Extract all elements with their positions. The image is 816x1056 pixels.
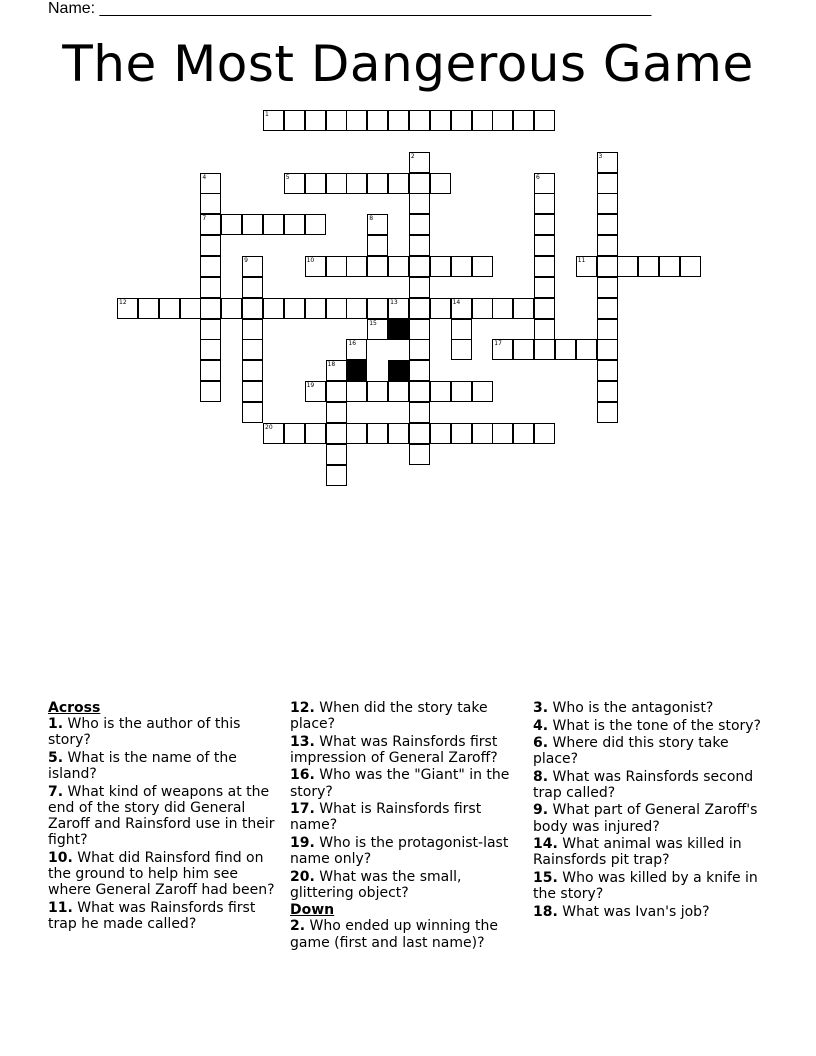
grid-cell[interactable] — [200, 339, 221, 360]
grid-cell[interactable] — [346, 298, 367, 319]
grid-cell[interactable] — [346, 110, 367, 131]
grid-cell[interactable] — [284, 298, 305, 319]
clue-item-text: What was the small, glittering object? — [290, 868, 462, 901]
clue-item-text: Who was killed by a knife in the story? — [533, 869, 758, 903]
grid-cell[interactable] — [555, 339, 576, 360]
clue-item-text: What part of General Zaroff's body was injured? — [533, 802, 758, 835]
clue-number: 17 — [494, 340, 502, 348]
grid-cell[interactable] — [409, 298, 430, 319]
clues-column-1 — [48, 700, 280, 933]
grid-cell[interactable] — [513, 423, 534, 444]
clue-item-number: 13. — [290, 733, 315, 750]
grid-cell[interactable] — [326, 444, 347, 465]
grid-cell[interactable] — [451, 319, 472, 340]
grid-cell[interactable] — [305, 173, 326, 194]
grid-cell[interactable] — [597, 298, 618, 319]
grid-cell[interactable] — [200, 319, 221, 340]
grid-cell[interactable] — [326, 465, 347, 486]
grid-cell[interactable] — [638, 256, 659, 277]
grid-cell[interactable] — [284, 110, 305, 131]
grid-cell[interactable] — [597, 381, 618, 402]
clue-number: 2 — [410, 152, 415, 160]
grid-cell[interactable] — [367, 319, 388, 340]
clue-item-text: Who was the "Giant" in the story? — [290, 767, 510, 800]
grid-cell[interactable] — [326, 256, 347, 277]
clue-number: 11 — [577, 257, 586, 264]
grid-cell[interactable] — [326, 360, 347, 381]
grid-cell[interactable] — [326, 402, 347, 423]
clue-item-number: 3. — [533, 700, 549, 716]
grid-cell[interactable] — [430, 298, 451, 319]
clue-item — [290, 734, 522, 766]
grid-cell[interactable] — [597, 173, 618, 194]
grid-cell[interactable] — [576, 256, 597, 277]
clue-item-text: What is Rainsfords first name? — [290, 801, 482, 834]
grid-cell[interactable] — [534, 193, 555, 214]
grid-cell[interactable] — [367, 423, 388, 444]
grid-cell[interactable] — [346, 339, 367, 360]
grid-cell[interactable] — [367, 214, 388, 235]
grid-cell[interactable] — [263, 110, 284, 131]
grid-cell[interactable] — [117, 298, 138, 319]
grid-cell[interactable] — [326, 381, 347, 402]
grid-cell[interactable] — [284, 214, 305, 235]
clue-item — [533, 718, 765, 734]
clue-number: 16 — [348, 340, 357, 348]
clue-item — [48, 750, 280, 782]
grid-cell[interactable] — [597, 256, 618, 277]
grid-cell[interactable] — [430, 423, 451, 444]
grid-cell[interactable] — [409, 381, 430, 402]
clue-number: 18 — [327, 361, 336, 369]
grid-cell[interactable] — [534, 298, 555, 319]
clue-item — [533, 769, 765, 801]
clue-item-number: 15. — [533, 869, 558, 886]
grid-cell[interactable] — [242, 298, 263, 319]
clue-item-text: Who is the protagonist-last name only? — [290, 834, 509, 868]
clue-item-text: Where did this story take place? — [533, 735, 729, 768]
grid-cell[interactable] — [200, 193, 221, 214]
grid-cell[interactable] — [597, 277, 618, 298]
clue-item-number: 10. — [48, 849, 73, 866]
clue-item-text: What animal was killed in Rainsfords pit trap? — [533, 836, 742, 869]
clue-item — [290, 767, 522, 799]
grid-cell[interactable] — [472, 423, 493, 444]
clue-item-number: 8. — [533, 768, 549, 785]
clue-item — [290, 869, 522, 901]
grid-cell[interactable] — [409, 360, 430, 381]
grid-cell[interactable] — [534, 319, 555, 340]
clue-item-text: What was Ivan's job? — [557, 903, 710, 920]
grid-cell[interactable] — [263, 423, 284, 444]
grid-cell[interactable] — [180, 298, 201, 319]
grid-cell[interactable] — [597, 193, 618, 214]
grid-cell[interactable] — [472, 256, 493, 277]
clues-column-2 — [290, 700, 522, 952]
grid-cell[interactable] — [576, 339, 597, 360]
clue-item-number: 14. — [533, 836, 558, 853]
grid-cell[interactable] — [534, 339, 555, 360]
clue-item — [48, 784, 280, 849]
grid-cell[interactable] — [409, 193, 430, 214]
clue-item — [290, 835, 522, 867]
clue-item-text: When did the story take place? — [290, 700, 488, 733]
grid-cell[interactable] — [326, 423, 347, 444]
grid-cell[interactable] — [472, 110, 493, 131]
grid-cell[interactable] — [326, 298, 347, 319]
grid-cell[interactable] — [200, 256, 221, 277]
grid-cell[interactable] — [597, 360, 618, 381]
grid-cell[interactable] — [534, 235, 555, 256]
grid-cell[interactable] — [200, 214, 221, 235]
clue-item-number: 12. — [290, 700, 315, 716]
grid-block-cell — [388, 360, 409, 381]
clue-item-number: 2. — [290, 918, 306, 935]
clue-number: 4 — [202, 173, 207, 181]
grid-cell[interactable] — [597, 235, 618, 256]
clue-item-text: Who is the author of this story? — [48, 716, 241, 749]
grid-cell[interactable] — [472, 298, 493, 319]
grid-cell[interactable] — [659, 256, 680, 277]
grid-cell[interactable] — [409, 319, 430, 340]
grid-cell[interactable] — [242, 214, 263, 235]
grid-cell[interactable] — [597, 152, 618, 173]
grid-cell[interactable] — [326, 110, 347, 131]
grid-cell[interactable] — [346, 423, 367, 444]
grid-cell[interactable] — [242, 277, 263, 298]
grid-cell[interactable] — [597, 319, 618, 340]
grid-cell[interactable] — [597, 339, 618, 360]
grid-cell[interactable] — [388, 298, 409, 319]
grid-cell[interactable] — [367, 298, 388, 319]
grid-cell[interactable] — [430, 381, 451, 402]
grid-cell[interactable] — [409, 444, 430, 465]
grid-cell[interactable] — [513, 339, 534, 360]
grid-cell[interactable] — [409, 256, 430, 277]
grid-cell[interactable] — [367, 173, 388, 194]
clue-number: 8 — [369, 215, 374, 223]
clue-item-number: 5. — [48, 749, 64, 766]
clue-number: 20 — [265, 423, 273, 431]
grid-cell[interactable] — [534, 256, 555, 277]
grid-cell[interactable] — [409, 152, 430, 173]
grid-cell[interactable] — [305, 423, 326, 444]
clue-item — [290, 700, 522, 732]
clue-item-number: 20. — [290, 868, 315, 885]
clue-item-text: What kind of weapons at the end of the story did General Zaroff and Rainsford use in their fight? — [48, 783, 275, 849]
clue-item — [48, 716, 280, 748]
grid-cell[interactable] — [430, 173, 451, 194]
grid-cell[interactable] — [367, 110, 388, 131]
grid-cell[interactable] — [200, 381, 221, 402]
clue-item-text: What is the name of the island? — [48, 749, 237, 783]
grid-cell[interactable] — [305, 256, 326, 277]
clue-item — [48, 900, 280, 932]
grid-cell[interactable] — [513, 110, 534, 131]
grid-cell[interactable] — [534, 110, 555, 131]
clue-item-number: 16. — [290, 767, 315, 784]
grid-cell[interactable] — [430, 256, 451, 277]
clue-item — [533, 802, 765, 834]
grid-block-cell — [388, 319, 409, 340]
grid-cell[interactable] — [451, 381, 472, 402]
grid-cell[interactable] — [200, 277, 221, 298]
clue-item-number: 11. — [48, 899, 73, 916]
grid-cell[interactable] — [492, 423, 513, 444]
grid-cell[interactable] — [388, 110, 409, 131]
clue-item — [290, 918, 522, 950]
grid-cell[interactable] — [305, 298, 326, 319]
grid-cell[interactable] — [346, 173, 367, 194]
grid-cell[interactable] — [451, 110, 472, 131]
grid-cell[interactable] — [305, 214, 326, 235]
grid-cell[interactable] — [451, 423, 472, 444]
page-title: The Most Dangerous Game — [62, 35, 754, 93]
grid-cell[interactable] — [159, 298, 180, 319]
grid-cell[interactable] — [346, 381, 367, 402]
grid-cell[interactable] — [409, 110, 430, 131]
clue-item-number: 9. — [533, 802, 549, 819]
clue-number: 5 — [285, 173, 290, 181]
clue-item-text: What did Rainsford find on the ground to help him see where General Zaroff had been? — [48, 849, 275, 899]
grid-cell[interactable] — [388, 256, 409, 277]
grid-cell[interactable] — [221, 214, 242, 235]
clue-item-text: Who ended up winning the game (first and last name)? — [290, 918, 498, 951]
grid-cell[interactable] — [597, 214, 618, 235]
clue-number: 9 — [244, 257, 248, 264]
clue-item — [48, 850, 280, 899]
grid-cell[interactable] — [492, 339, 513, 360]
grid-block-cell — [346, 360, 367, 381]
grid-cell[interactable] — [451, 339, 472, 360]
clue-number: 12 — [119, 298, 127, 306]
grid-cell[interactable] — [409, 402, 430, 423]
grid-cell[interactable] — [451, 256, 472, 277]
grid-cell[interactable] — [492, 298, 513, 319]
clue-item-number: 6. — [533, 735, 549, 751]
clue-item-text: Who is the antagonist? — [548, 700, 714, 716]
grid-cell[interactable] — [367, 381, 388, 402]
clue-item-number: 19. — [290, 834, 315, 851]
grid-cell[interactable] — [263, 214, 284, 235]
clue-item — [533, 836, 765, 868]
clue-item-number: 7. — [48, 783, 64, 800]
grid-cell[interactable] — [242, 319, 263, 340]
grid-cell[interactable] — [263, 298, 284, 319]
grid-cell[interactable] — [242, 339, 263, 360]
clue-item-number: 18. — [533, 903, 558, 920]
grid-cell[interactable] — [242, 256, 263, 277]
clue-item-text: What was Rainsfords first impression of General Zaroff? — [290, 733, 498, 766]
grid-cell[interactable] — [284, 423, 305, 444]
grid-cell[interactable] — [305, 110, 326, 131]
clue-item — [533, 870, 765, 902]
grid-cell[interactable] — [388, 173, 409, 194]
section-heading: Across — [48, 700, 101, 716]
grid-cell[interactable] — [346, 256, 367, 277]
clue-item-number: 1. — [48, 716, 64, 733]
grid-cell[interactable] — [492, 110, 513, 131]
clues-column-3 — [533, 700, 765, 921]
grid-cell[interactable] — [284, 173, 305, 194]
grid-cell[interactable] — [221, 298, 242, 319]
clue-number: 7 — [202, 215, 207, 223]
grid-cell[interactable] — [242, 360, 263, 381]
grid-cell[interactable] — [680, 256, 701, 277]
name-field-label: Name: ______________________________________________________________ — [48, 0, 652, 17]
grid-cell[interactable] — [409, 277, 430, 298]
grid-cell[interactable] — [242, 381, 263, 402]
grid-cell[interactable] — [430, 110, 451, 131]
grid-cell[interactable] — [409, 173, 430, 194]
grid-cell[interactable] — [388, 381, 409, 402]
grid-cell[interactable] — [200, 360, 221, 381]
grid-cell[interactable] — [597, 402, 618, 423]
grid-cell[interactable] — [200, 173, 221, 194]
grid-cell[interactable] — [534, 277, 555, 298]
grid-cell[interactable] — [534, 423, 555, 444]
grid-cell[interactable] — [409, 235, 430, 256]
grid-cell[interactable] — [409, 423, 430, 444]
grid-cell[interactable] — [200, 298, 221, 319]
clue-number: 14 — [452, 298, 461, 306]
clue-item-text: What was Rainsfords first trap he made called? — [48, 899, 256, 932]
grid-cell[interactable] — [451, 298, 472, 319]
clue-number: 1 — [265, 111, 269, 118]
clue-number: 10 — [306, 257, 315, 264]
clue-item-text: What is the tone of the story? — [548, 717, 761, 734]
grid-cell[interactable] — [409, 214, 430, 235]
clue-number: 6 — [536, 173, 540, 181]
grid-cell[interactable] — [617, 256, 638, 277]
clue-item — [290, 801, 522, 833]
clue-item-number: 4. — [533, 717, 549, 734]
grid-cell[interactable] — [388, 423, 409, 444]
grid-cell[interactable] — [472, 381, 493, 402]
clue-item-text: What was Rainsfords second trap called? — [533, 768, 754, 801]
grid-cell[interactable] — [200, 235, 221, 256]
clue-number: 19 — [306, 382, 315, 390]
section-heading: Down — [290, 902, 335, 919]
grid-cell[interactable] — [305, 381, 326, 402]
clue-number: 3 — [598, 152, 603, 160]
clue-item — [533, 700, 765, 716]
clue-item — [533, 904, 765, 920]
grid-cell[interactable] — [513, 298, 534, 319]
clue-number: 13 — [390, 298, 398, 306]
grid-cell[interactable] — [534, 214, 555, 235]
clue-item-number: 17. — [290, 801, 315, 818]
grid-cell[interactable] — [534, 173, 555, 194]
clue-item — [533, 735, 765, 767]
grid-cell[interactable] — [367, 235, 388, 256]
grid-cell[interactable] — [138, 298, 159, 319]
grid-cell[interactable] — [242, 402, 263, 423]
clue-number: 15 — [369, 319, 377, 327]
grid-cell[interactable] — [409, 339, 430, 360]
grid-cell[interactable] — [367, 256, 388, 277]
grid-cell[interactable] — [326, 173, 347, 194]
